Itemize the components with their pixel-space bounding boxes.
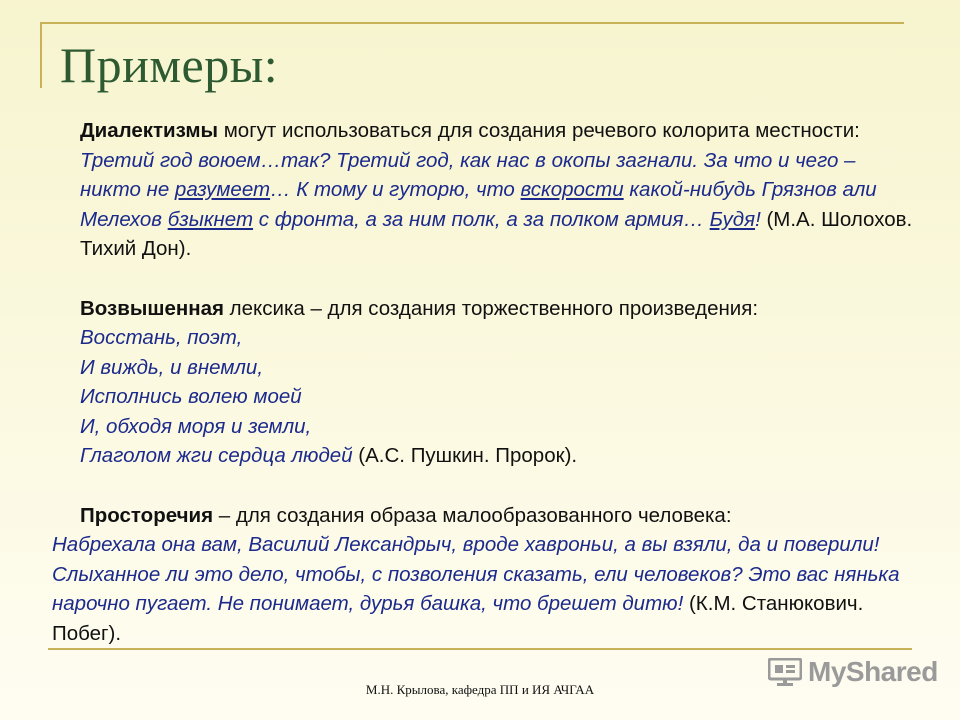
dialect-word-budya: Будя [709,207,756,231]
dialect-intro: могут использоваться для создания речевого колорита местности: [218,119,860,142]
verse-line: И виждь, и внемли, [80,355,264,379]
colloquial-quote-paragraph [52,530,918,648]
verse-line: Исполнись волею моей [80,385,302,408]
colloquial-source: (К.М. Станюкович. Побег). [52,592,864,645]
dialect-word-razumeet: разумеет [174,178,271,201]
myshared-logo-text: MyShared [808,656,938,687]
colloquial-intro: – для создания образа малообразованного человека: [213,503,732,527]
colloquial-quote: Набрехала она вам, Василий Лександрыч, вроде хавроньи, а вы взяли, да и поверили! Слыханное ли это дело, чтобы, с позволения сказать, ели человеков? Это вас нянька нарочно пугает. Не понимает, дурья башка, что брешет дитю! [52,533,900,615]
slide-title: Примеры: [60,37,279,93]
elevated-term: Возвышенная [80,296,224,320]
slide-footer: М.Н. Крылова, кафедра ПП и ИЯ АЧГАА [365,682,595,697]
dialect-quote-part-2: … К тому и гуторю, что [270,178,521,201]
spacer [52,264,918,294]
dialect-quote-part-3: какой-нибудь Грязнов али Мелехов [80,178,877,231]
dialect-term: Диалектизмы [80,119,219,142]
spacer [52,471,918,501]
verse-line: Восстань, поэт, [80,326,243,349]
frame-left-line [40,22,42,88]
frame-bottom-line [48,648,912,650]
dialect-word-vskorosti: вскорости [520,178,624,201]
verse-line: Глаголом жги сердца людей [80,444,353,467]
colloquial-term: Просторечия [80,503,214,527]
dialect-quote-part-4: с фронта, а за ним полк, а за полком армия… [253,207,710,231]
dialect-quote-part-1: Третий год воюем…так? Третий год, как нас в окопы загнали. За что и чего – никто не [80,148,856,201]
dialect-source: (М.А. Шолохов. Тихий Дон). [80,207,913,260]
verse-last-line [52,441,918,471]
elevated-intro: лексика – для создания торжественного произведения: [223,296,759,320]
frame-top-line [40,22,904,24]
colloquial-paragraph [52,501,918,531]
elevated-paragraph [52,294,918,324]
slide-content [52,116,918,648]
elevated-source: (А.С. Пушкин. Пророк). [352,444,578,467]
dialect-word-bzyknet: бзыкнет [167,207,254,231]
dialect-quote-part-5: ! [755,207,761,231]
verse-line: И, обходя моря и земли, [80,414,312,438]
dialect-paragraph [52,116,918,264]
